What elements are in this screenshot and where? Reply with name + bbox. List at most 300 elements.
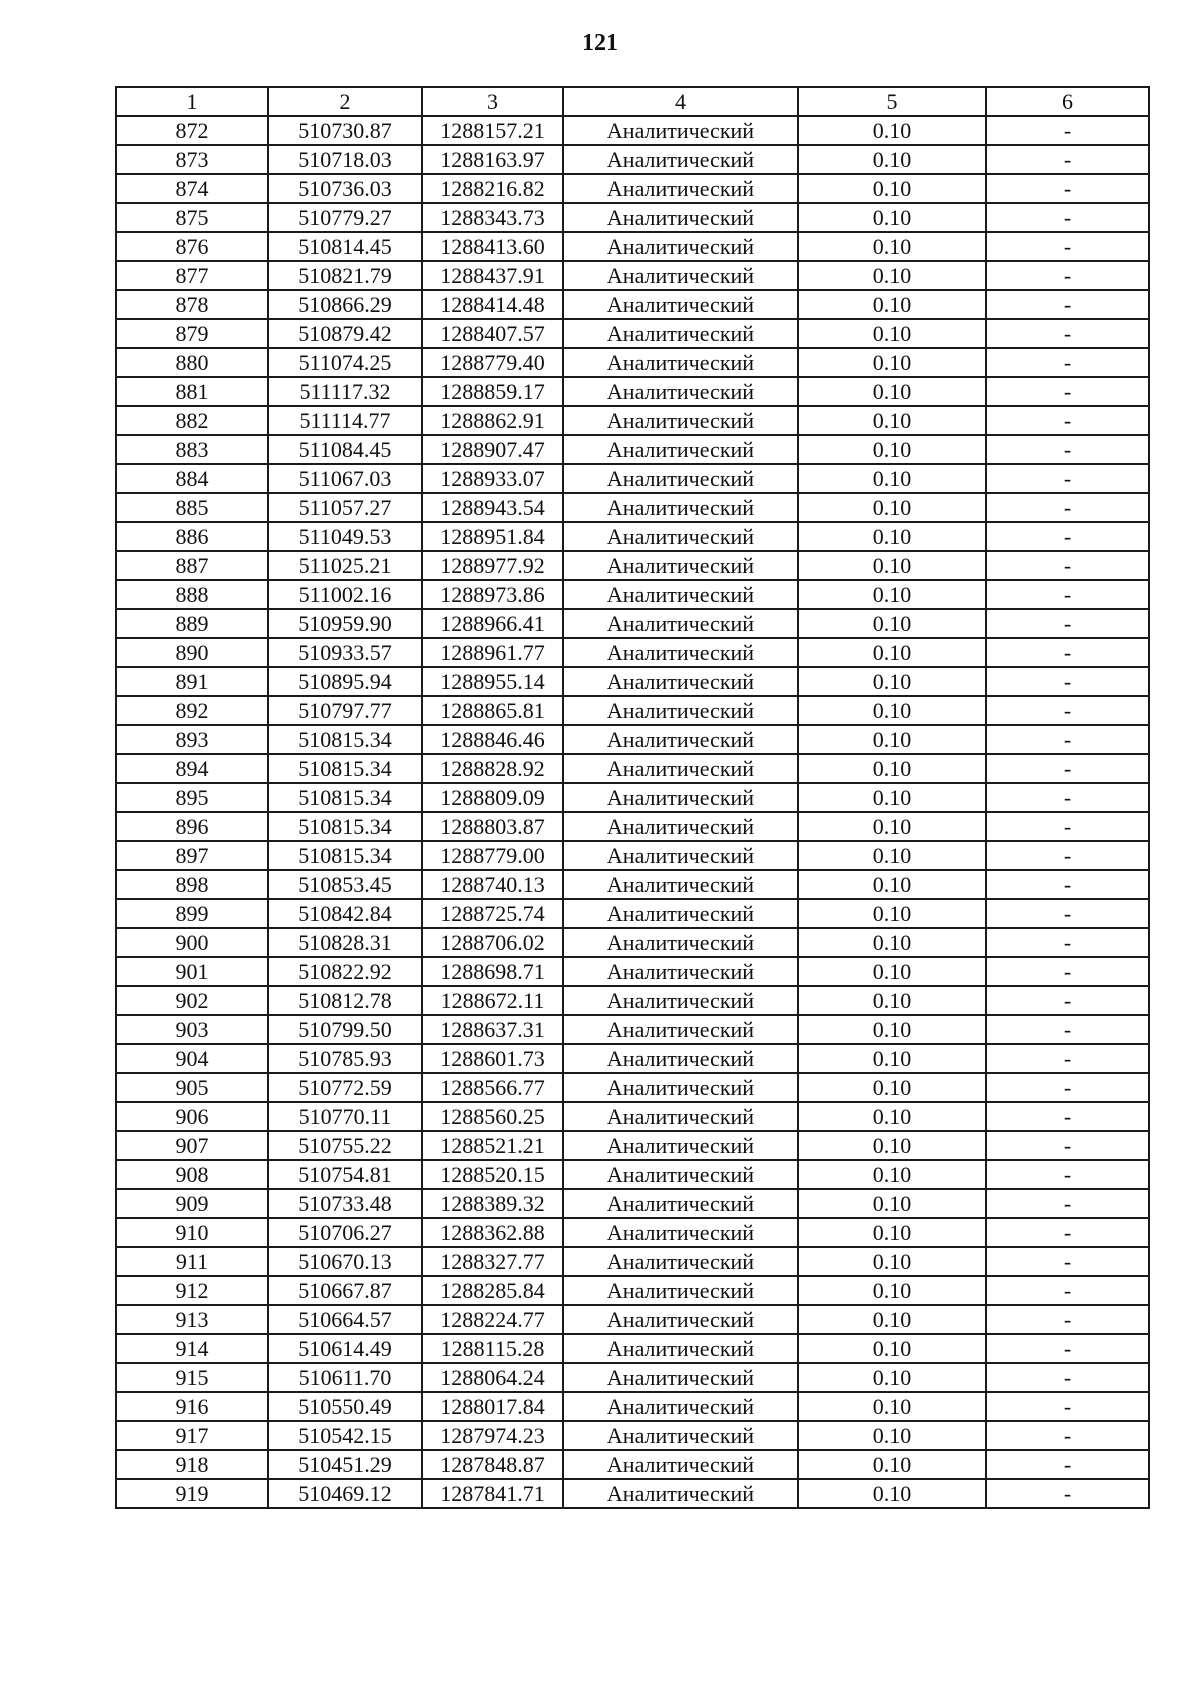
table-cell: 511114.77	[268, 406, 422, 435]
table-cell: -	[986, 841, 1149, 870]
table-cell: -	[986, 551, 1149, 580]
table-cell: 874	[116, 174, 268, 203]
table-cell: Аналитический	[563, 638, 798, 667]
table-row	[116, 174, 1149, 203]
table-cell: -	[986, 609, 1149, 638]
table-cell: 510812.78	[268, 986, 422, 1015]
table-cell: Аналитический	[563, 1073, 798, 1102]
table-cell: 510733.48	[268, 1189, 422, 1218]
table-cell: Аналитический	[563, 1218, 798, 1247]
table-cell: Аналитический	[563, 928, 798, 957]
table-cell: -	[986, 1015, 1149, 1044]
table-row	[116, 725, 1149, 754]
table-cell: 510736.03	[268, 174, 422, 203]
table-row	[116, 1450, 1149, 1479]
table-row	[116, 1073, 1149, 1102]
table-cell: Аналитический	[563, 1102, 798, 1131]
table-cell: Аналитический	[563, 551, 798, 580]
table-row	[116, 1247, 1149, 1276]
table-row	[116, 1479, 1149, 1508]
table-row	[116, 290, 1149, 319]
table-cell: 904	[116, 1044, 268, 1073]
table-cell: 1288846.46	[422, 725, 563, 754]
table-cell: 892	[116, 696, 268, 725]
table-cell: 1288362.88	[422, 1218, 563, 1247]
table-cell: 0.10	[798, 377, 986, 406]
table-cell: 1288809.09	[422, 783, 563, 812]
table-cell: 1288862.91	[422, 406, 563, 435]
table-cell: 1288865.81	[422, 696, 563, 725]
table-cell: 876	[116, 232, 268, 261]
table-cell: Аналитический	[563, 754, 798, 783]
table-cell: Аналитический	[563, 1276, 798, 1305]
table-cell: 0.10	[798, 1218, 986, 1247]
table-cell: 906	[116, 1102, 268, 1131]
table-row	[116, 203, 1149, 232]
table-cell: 511084.45	[268, 435, 422, 464]
table-cell: 0.10	[798, 551, 986, 580]
table-cell: 1288343.73	[422, 203, 563, 232]
table-cell: Аналитический	[563, 116, 798, 145]
table-row	[116, 348, 1149, 377]
table-cell: -	[986, 1479, 1149, 1508]
table-cell: 1288943.54	[422, 493, 563, 522]
table-cell: 886	[116, 522, 268, 551]
table-row	[116, 261, 1149, 290]
table-cell: 0.10	[798, 696, 986, 725]
table-row	[116, 464, 1149, 493]
table-cell: 900	[116, 928, 268, 957]
table-cell: 510667.87	[268, 1276, 422, 1305]
table-cell: Аналитический	[563, 435, 798, 464]
table-cell: -	[986, 696, 1149, 725]
table-row	[116, 1276, 1149, 1305]
table-cell: 878	[116, 290, 268, 319]
table-row	[116, 1102, 1149, 1131]
table-cell: 1288285.84	[422, 1276, 563, 1305]
table-cell: 1288413.60	[422, 232, 563, 261]
table-cell: 1288973.86	[422, 580, 563, 609]
table-cell: 0.10	[798, 1247, 986, 1276]
table-cell: 901	[116, 957, 268, 986]
table-cell: -	[986, 899, 1149, 928]
table-cell: 875	[116, 203, 268, 232]
table-row	[116, 1015, 1149, 1044]
table-cell: -	[986, 783, 1149, 812]
table-cell: 510815.34	[268, 725, 422, 754]
table-cell: 1288672.11	[422, 986, 563, 1015]
table-row	[116, 1189, 1149, 1218]
table-row	[116, 667, 1149, 696]
table-cell: 885	[116, 493, 268, 522]
table-cell: 1288955.14	[422, 667, 563, 696]
table-cell: 0.10	[798, 203, 986, 232]
table-cell: Аналитический	[563, 696, 798, 725]
table-row	[116, 435, 1149, 464]
table-cell: 882	[116, 406, 268, 435]
table-cell: 903	[116, 1015, 268, 1044]
table-cell: 1288224.77	[422, 1305, 563, 1334]
table-cell: 510664.57	[268, 1305, 422, 1334]
table-cell: -	[986, 406, 1149, 435]
table-cell: Аналитический	[563, 1131, 798, 1160]
column-header: 1	[116, 87, 268, 116]
table-cell: 1288740.13	[422, 870, 563, 899]
table-cell: 0.10	[798, 1334, 986, 1363]
table-cell: 1288157.21	[422, 116, 563, 145]
table-cell: 1288779.40	[422, 348, 563, 377]
table-cell: 510779.27	[268, 203, 422, 232]
table-row	[116, 986, 1149, 1015]
table-cell: Аналитический	[563, 1247, 798, 1276]
table-cell: -	[986, 870, 1149, 899]
table-cell: 0.10	[798, 667, 986, 696]
table-cell: Аналитический	[563, 1334, 798, 1363]
table-cell: 510815.34	[268, 754, 422, 783]
table-cell: 899	[116, 899, 268, 928]
table-cell: 510706.27	[268, 1218, 422, 1247]
table-cell: 0.10	[798, 1189, 986, 1218]
table-cell: Аналитический	[563, 957, 798, 986]
table-row	[116, 522, 1149, 551]
table-cell: Аналитический	[563, 348, 798, 377]
table-row	[116, 928, 1149, 957]
table-cell: 0.10	[798, 1392, 986, 1421]
table-row	[116, 493, 1149, 522]
table-cell: 912	[116, 1276, 268, 1305]
table-cell: 510451.29	[268, 1450, 422, 1479]
table-row	[116, 1421, 1149, 1450]
table-cell: 0.10	[798, 1363, 986, 1392]
table-row	[116, 841, 1149, 870]
table-cell: -	[986, 1305, 1149, 1334]
table-cell: 1288407.57	[422, 319, 563, 348]
table-cell: Аналитический	[563, 667, 798, 696]
table-cell: 0.10	[798, 580, 986, 609]
table-cell: Аналитический	[563, 290, 798, 319]
table-cell: 910	[116, 1218, 268, 1247]
table-cell: -	[986, 1044, 1149, 1073]
table-cell: 0.10	[798, 986, 986, 1015]
table-cell: 1288163.97	[422, 145, 563, 174]
table-cell: Аналитический	[563, 1044, 798, 1073]
table-cell: Аналитический	[563, 145, 798, 174]
table-cell: 898	[116, 870, 268, 899]
table-cell: 0.10	[798, 116, 986, 145]
table-cell: 879	[116, 319, 268, 348]
table-cell: -	[986, 1247, 1149, 1276]
table-cell: Аналитический	[563, 1479, 798, 1508]
table-cell: 908	[116, 1160, 268, 1189]
table-cell: -	[986, 754, 1149, 783]
table-cell: 0.10	[798, 1102, 986, 1131]
table-row	[116, 580, 1149, 609]
table-cell: Аналитический	[563, 986, 798, 1015]
table-cell: 0.10	[798, 783, 986, 812]
table-cell: -	[986, 174, 1149, 203]
table-row	[116, 1363, 1149, 1392]
table-cell: 0.10	[798, 1044, 986, 1073]
table-cell: -	[986, 464, 1149, 493]
table-row	[116, 899, 1149, 928]
table-cell: 0.10	[798, 290, 986, 319]
table-cell: 891	[116, 667, 268, 696]
table-cell: Аналитический	[563, 232, 798, 261]
table-cell: -	[986, 1073, 1149, 1102]
table-cell: 883	[116, 435, 268, 464]
table-cell: 887	[116, 551, 268, 580]
table-cell: 907	[116, 1131, 268, 1160]
table-cell: -	[986, 377, 1149, 406]
table-cell: 0.10	[798, 522, 986, 551]
table-cell: 510815.34	[268, 783, 422, 812]
table-cell: -	[986, 1160, 1149, 1189]
table-cell: 881	[116, 377, 268, 406]
table-cell: 1288933.07	[422, 464, 563, 493]
table-cell: 510821.79	[268, 261, 422, 290]
column-header: 6	[986, 87, 1149, 116]
table-cell: -	[986, 1131, 1149, 1160]
table-cell: -	[986, 493, 1149, 522]
table-cell: 877	[116, 261, 268, 290]
table-cell: 510895.94	[268, 667, 422, 696]
table-cell: 1287974.23	[422, 1421, 563, 1450]
table-cell: 1288977.92	[422, 551, 563, 580]
table-cell: 0.10	[798, 1305, 986, 1334]
table-cell: 0.10	[798, 1160, 986, 1189]
table-cell: 1288961.77	[422, 638, 563, 667]
table-cell: 511025.21	[268, 551, 422, 580]
table-cell: Аналитический	[563, 841, 798, 870]
table-cell: 511117.32	[268, 377, 422, 406]
table-body	[116, 116, 1149, 1508]
table-cell: 1288327.77	[422, 1247, 563, 1276]
table-row	[116, 1044, 1149, 1073]
table-cell: 896	[116, 812, 268, 841]
table-cell: 0.10	[798, 232, 986, 261]
table-cell: 1288951.84	[422, 522, 563, 551]
table-cell: -	[986, 1392, 1149, 1421]
table-cell: 1288521.21	[422, 1131, 563, 1160]
table-cell: Аналитический	[563, 725, 798, 754]
table-cell: 510550.49	[268, 1392, 422, 1421]
table-cell: 1288803.87	[422, 812, 563, 841]
table-cell: 915	[116, 1363, 268, 1392]
table-row	[116, 116, 1149, 145]
table-cell: 0.10	[798, 1073, 986, 1102]
table-cell: -	[986, 232, 1149, 261]
table-cell: -	[986, 812, 1149, 841]
table-cell: 1288389.32	[422, 1189, 563, 1218]
table-cell: 1287848.87	[422, 1450, 563, 1479]
table-cell: -	[986, 957, 1149, 986]
table-cell: 893	[116, 725, 268, 754]
table-cell: 0.10	[798, 1479, 986, 1508]
table-row	[116, 609, 1149, 638]
table-cell: 511002.16	[268, 580, 422, 609]
table-cell: 1288779.00	[422, 841, 563, 870]
table-cell: Аналитический	[563, 493, 798, 522]
table-cell: Аналитический	[563, 1392, 798, 1421]
table-cell: 913	[116, 1305, 268, 1334]
table-cell: 1288064.24	[422, 1363, 563, 1392]
table-cell: 510614.49	[268, 1334, 422, 1363]
table-cell: -	[986, 319, 1149, 348]
table-row	[116, 1334, 1149, 1363]
table-row	[116, 1392, 1149, 1421]
table-cell: Аналитический	[563, 174, 798, 203]
table-cell: 916	[116, 1392, 268, 1421]
table-cell: 510842.84	[268, 899, 422, 928]
table-cell: 510853.45	[268, 870, 422, 899]
table-cell: 1288115.28	[422, 1334, 563, 1363]
table-cell: 511067.03	[268, 464, 422, 493]
table-cell: 510730.87	[268, 116, 422, 145]
table-cell: 510933.57	[268, 638, 422, 667]
table-cell: 895	[116, 783, 268, 812]
table-cell: 888	[116, 580, 268, 609]
table-cell: 0.10	[798, 1450, 986, 1479]
table-cell: -	[986, 435, 1149, 464]
table-cell: Аналитический	[563, 464, 798, 493]
table-cell: Аналитический	[563, 203, 798, 232]
table-cell: 0.10	[798, 928, 986, 957]
page-number: 121	[582, 30, 618, 56]
table-cell: 510770.11	[268, 1102, 422, 1131]
table-cell: 905	[116, 1073, 268, 1102]
table-cell: 0.10	[798, 638, 986, 667]
table-cell: -	[986, 1189, 1149, 1218]
table-cell: 1288725.74	[422, 899, 563, 928]
table-row	[116, 232, 1149, 261]
table-row	[116, 319, 1149, 348]
table-cell: 510542.15	[268, 1421, 422, 1450]
table-cell: Аналитический	[563, 261, 798, 290]
table-cell: 510611.70	[268, 1363, 422, 1392]
table-cell: Аналитический	[563, 870, 798, 899]
table-cell: -	[986, 1363, 1149, 1392]
table-row	[116, 377, 1149, 406]
table-cell: 0.10	[798, 725, 986, 754]
table-cell: 1288216.82	[422, 174, 563, 203]
table-cell: 510469.12	[268, 1479, 422, 1508]
table-cell: 510797.77	[268, 696, 422, 725]
table-cell: -	[986, 725, 1149, 754]
table-cell: 0.10	[798, 406, 986, 435]
table-cell: 911	[116, 1247, 268, 1276]
table-cell: 897	[116, 841, 268, 870]
table-cell: 510754.81	[268, 1160, 422, 1189]
table-cell: Аналитический	[563, 609, 798, 638]
table-cell: Аналитический	[563, 812, 798, 841]
table-row	[116, 406, 1149, 435]
table-row	[116, 638, 1149, 667]
table-cell: Аналитический	[563, 580, 798, 609]
column-header: 4	[563, 87, 798, 116]
table-row	[116, 1305, 1149, 1334]
table-cell: 917	[116, 1421, 268, 1450]
table-cell: 510815.34	[268, 841, 422, 870]
table-cell: -	[986, 203, 1149, 232]
coordinates-table	[115, 86, 1150, 1509]
table-cell: 889	[116, 609, 268, 638]
table-row	[116, 754, 1149, 783]
table-cell: Аналитический	[563, 1160, 798, 1189]
table-row	[116, 551, 1149, 580]
table-cell: -	[986, 580, 1149, 609]
table-cell: 0.10	[798, 841, 986, 870]
table-cell: 0.10	[798, 348, 986, 377]
table-cell: 890	[116, 638, 268, 667]
table-cell: 909	[116, 1189, 268, 1218]
column-header: 5	[798, 87, 986, 116]
table-cell: 0.10	[798, 435, 986, 464]
table-cell: -	[986, 928, 1149, 957]
table-cell: 0.10	[798, 609, 986, 638]
table-cell: -	[986, 1218, 1149, 1247]
table-cell: 884	[116, 464, 268, 493]
table-cell: 0.10	[798, 1015, 986, 1044]
table-cell: 1287841.71	[422, 1479, 563, 1508]
table-row	[116, 696, 1149, 725]
table-cell: 1288437.91	[422, 261, 563, 290]
table-row	[116, 1131, 1149, 1160]
table-cell: 1288560.25	[422, 1102, 563, 1131]
column-header: 3	[422, 87, 563, 116]
table-cell: Аналитический	[563, 783, 798, 812]
table-cell: -	[986, 638, 1149, 667]
table-cell: 510866.29	[268, 290, 422, 319]
table-cell: 1288828.92	[422, 754, 563, 783]
table-cell: 902	[116, 986, 268, 1015]
table-cell: 510670.13	[268, 1247, 422, 1276]
table-cell: Аналитический	[563, 1305, 798, 1334]
table-header-row	[116, 87, 1149, 116]
table-row	[116, 783, 1149, 812]
table-cell: 510772.59	[268, 1073, 422, 1102]
table-cell: 914	[116, 1334, 268, 1363]
table-cell: 894	[116, 754, 268, 783]
table-cell: 510959.90	[268, 609, 422, 638]
table-cell: 1288907.47	[422, 435, 563, 464]
table-cell: 510822.92	[268, 957, 422, 986]
table-cell: -	[986, 290, 1149, 319]
table-cell: 1288414.48	[422, 290, 563, 319]
table-cell: -	[986, 667, 1149, 696]
table-cell: -	[986, 145, 1149, 174]
table-cell: -	[986, 1450, 1149, 1479]
table-cell: 873	[116, 145, 268, 174]
table-cell: 0.10	[798, 145, 986, 174]
table-cell: 0.10	[798, 464, 986, 493]
table-cell: -	[986, 522, 1149, 551]
table-row	[116, 870, 1149, 899]
table-cell: 511057.27	[268, 493, 422, 522]
table-cell: -	[986, 348, 1149, 377]
table-cell: 1288859.17	[422, 377, 563, 406]
table-cell: -	[986, 1276, 1149, 1305]
table-cell: 1288637.31	[422, 1015, 563, 1044]
table-cell: 0.10	[798, 812, 986, 841]
table-cell: Аналитический	[563, 1015, 798, 1044]
table-cell: Аналитический	[563, 406, 798, 435]
table-cell: 1288706.02	[422, 928, 563, 957]
table-cell: 510755.22	[268, 1131, 422, 1160]
table-cell: 1288566.77	[422, 1073, 563, 1102]
table-cell: Аналитический	[563, 1363, 798, 1392]
table-cell: Аналитический	[563, 319, 798, 348]
table-cell: -	[986, 261, 1149, 290]
